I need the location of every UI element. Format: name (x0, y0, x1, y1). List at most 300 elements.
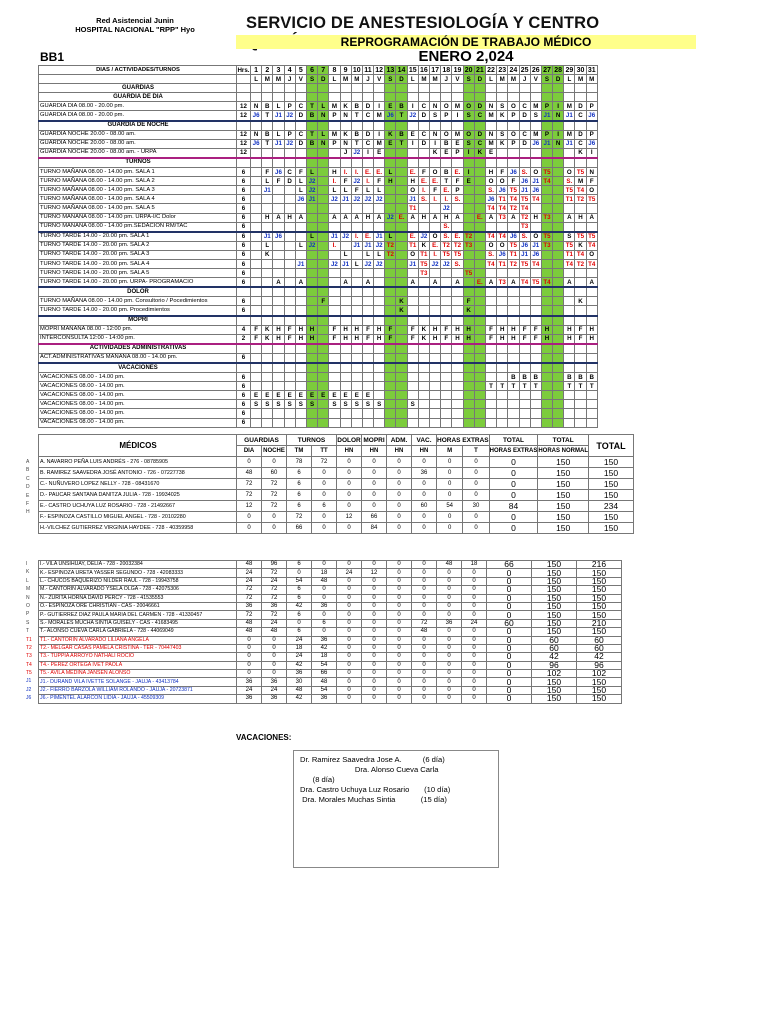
schedule-cell (351, 269, 362, 278)
total-hours: 42 (577, 653, 622, 661)
schedule-cell (463, 250, 474, 259)
doctor-row (39, 644, 622, 652)
schedule-cell: O (430, 232, 441, 242)
grid-cell (273, 316, 284, 326)
hours-value: 18 (462, 561, 487, 569)
schedule-cell (262, 418, 273, 427)
schedule-cell: M (485, 139, 496, 148)
total-normal: 96 (532, 661, 577, 669)
activity-row (39, 195, 598, 204)
grid-cell (251, 84, 262, 93)
activity-hours: 6 (237, 241, 251, 250)
schedule-cell (396, 353, 407, 363)
schedule-cell: T3 (543, 242, 551, 250)
schedule-cell: F (273, 177, 284, 186)
schedule-cell: H (273, 325, 284, 334)
grid-cell (575, 287, 586, 297)
schedule-cell: A (273, 278, 284, 288)
grid-cell (564, 344, 575, 354)
hours-value: 54 (287, 577, 312, 585)
hours-value: 0 (387, 619, 412, 627)
schedule-cell: T (485, 382, 496, 391)
hours-value: 30 (463, 501, 489, 512)
schedule-cell: J1 (306, 195, 317, 204)
grid-cell (295, 121, 306, 131)
schedule-cell (374, 204, 385, 213)
schedule-cell: T4 (532, 260, 540, 268)
schedule-cell: F (407, 325, 418, 334)
schedule-cell (474, 325, 485, 334)
day-number: 22 (487, 66, 495, 74)
schedule-cell (474, 373, 485, 382)
schedule-cell: T4 (520, 204, 529, 212)
activity-row (39, 269, 598, 278)
grid-cell (306, 121, 317, 131)
row-letter: J6 (26, 695, 32, 702)
schedule-cell (553, 306, 564, 316)
schedule-cell: H (586, 334, 597, 344)
schedule-cell: T4 (576, 251, 585, 259)
schedule-cell: K (396, 306, 407, 316)
schedule-cell (586, 269, 597, 278)
hours-value: 0 (337, 577, 362, 585)
activity-label: TURNO MAÑANA 08.00 - 14.00 pm.SEDACION RM/TAC (39, 222, 237, 232)
schedule-cell: T5 (565, 186, 573, 194)
schedule-cell: B (441, 168, 452, 177)
schedule-cell: A (329, 213, 340, 222)
group-header: VAC. (412, 435, 437, 446)
schedule-cell (586, 297, 597, 306)
schedule-cell (351, 306, 362, 316)
schedule-cell: J1 (564, 139, 575, 148)
schedule-cell (273, 269, 284, 278)
total-normal: 150 (532, 619, 577, 627)
schedule-cell (318, 177, 329, 186)
schedule-cell (262, 148, 273, 158)
grid-cell (586, 84, 597, 93)
schedule-cell (306, 353, 317, 363)
activity-hours: 6 (237, 382, 251, 391)
schedule-cell (407, 382, 418, 391)
grid-cell (541, 316, 552, 326)
hours-value: 0 (262, 661, 287, 669)
schedule-cell (575, 400, 586, 409)
schedule-cell (284, 269, 295, 278)
grid-cell (441, 316, 452, 326)
schedule-cell (497, 269, 508, 278)
schedule-cell: S. (564, 177, 575, 186)
schedule-cell (564, 391, 575, 400)
schedule-cell: C (474, 139, 485, 148)
schedule-cell (564, 269, 575, 278)
grid-cell (519, 158, 530, 168)
schedule-cell: E (374, 148, 385, 158)
hours-value: 0 (387, 501, 412, 512)
hours-value: 0 (312, 611, 337, 619)
grid-cell (474, 363, 485, 373)
schedule-cell: S. (519, 232, 530, 242)
schedule-cell: K (340, 130, 351, 139)
hours-value: 0 (387, 577, 412, 585)
schedule-cell: T5 (576, 168, 585, 176)
hours-value: 48 (237, 468, 262, 479)
schedule-cell (306, 259, 317, 268)
schedule-cell: J6 (508, 168, 519, 177)
schedule-cell: D (362, 130, 373, 139)
schedule-cell: J6 (530, 250, 541, 259)
schedule-cell (284, 222, 295, 232)
schedule-cell (474, 232, 485, 242)
doctor-name: T5.- AVILA MEDINA JANSEN ALONSO (39, 670, 237, 678)
grid-cell (351, 363, 362, 373)
total-hours: 150 (577, 686, 622, 694)
schedule-cell: A (340, 278, 351, 288)
schedule-cell: J1 (541, 139, 552, 148)
schedule-cell: T (530, 382, 541, 391)
grid-cell (541, 84, 552, 93)
activity-label: VACACIONES 08.00 - 14.00 pm. (39, 373, 237, 382)
activity-hours: 6 (237, 177, 251, 186)
grid-cell (306, 316, 317, 326)
hours-value: 0 (462, 577, 487, 585)
weekday-letter: V (530, 75, 541, 84)
schedule-cell (485, 269, 496, 278)
schedule-cell (441, 353, 452, 363)
grid-cell (396, 93, 407, 102)
schedule-cell (362, 353, 373, 363)
total-extra: 0 (487, 661, 532, 669)
grid-cell (564, 363, 575, 373)
schedule-cell: J2 (306, 241, 317, 250)
weekday-letter: J (441, 75, 452, 84)
schedule-cell: O (497, 177, 508, 186)
schedule-cell: D (474, 102, 485, 111)
schedule-cell: O (407, 250, 418, 259)
schedule-cell (273, 373, 284, 382)
schedule-cell (508, 148, 519, 158)
grid-cell (541, 287, 552, 297)
activity-row (39, 409, 598, 418)
schedule-cell: T1 (565, 195, 573, 203)
grid-cell (441, 93, 452, 102)
schedule-cell: B (262, 102, 273, 111)
schedule-cell: M (530, 102, 541, 111)
hours-value: 0 (362, 644, 387, 652)
grid-cell (497, 93, 508, 102)
sub-header: HN (387, 446, 412, 457)
hours-value: 18 (312, 569, 337, 577)
grid-cell (273, 84, 284, 93)
schedule-cell: F (329, 325, 340, 334)
hours-value: 6 (287, 501, 312, 512)
doctor-name: A. NAVARRO PEÑA LUIS ANDRÉS - 276 - 08785905 (39, 457, 237, 468)
total-extra: 0 (487, 636, 532, 644)
schedule-cell: K (340, 102, 351, 111)
schedule-cell (374, 297, 385, 306)
month-label: ENERO 2,024 (418, 48, 514, 65)
hours-value: 0 (462, 569, 487, 577)
activity-label: TURNO TARDE 14.00 - 20.00 pm. SALA 2 (39, 241, 237, 250)
grid-cell (262, 93, 273, 102)
schedule-cell (452, 373, 463, 382)
schedule-cell (441, 278, 452, 288)
schedule-cell (452, 400, 463, 409)
schedule-cell: B (564, 373, 575, 382)
grid-cell (485, 84, 496, 93)
schedule-cell (340, 222, 351, 232)
hours-value: 36 (262, 678, 287, 686)
summary-table-1 (38, 434, 634, 534)
schedule-cell: P (541, 102, 552, 111)
schedule-cell (318, 382, 329, 391)
grid-cell (284, 158, 295, 168)
org-header (60, 16, 210, 34)
schedule-cell: C (474, 111, 485, 121)
schedule-cell (497, 306, 508, 316)
hours-value: 0 (362, 577, 387, 585)
schedule-cell (407, 306, 418, 316)
grid-cell (262, 121, 273, 131)
schedule-cell: T4 (487, 260, 495, 268)
section-row (39, 158, 598, 168)
schedule-cell (385, 195, 396, 204)
schedule-cell (586, 353, 597, 363)
row-letter: A (26, 459, 30, 465)
grid-cell (262, 84, 273, 93)
activity-row (39, 400, 598, 409)
schedule-cell: T1 (409, 242, 417, 250)
schedule-cell (418, 306, 429, 316)
schedule-cell: E (407, 130, 418, 139)
schedule-cell: C (519, 102, 530, 111)
doctor-row (39, 490, 634, 501)
schedule-cell: E (485, 148, 496, 158)
hours-value: 0 (412, 569, 437, 577)
grid-cell (575, 316, 586, 326)
hours-value: 0 (237, 523, 262, 534)
schedule-cell (251, 195, 262, 204)
hours-value: 54 (312, 686, 337, 694)
total-extra: 0 (489, 457, 538, 468)
schedule-cell: S. (452, 259, 463, 268)
grid-cell (262, 158, 273, 168)
schedule-cell: H (374, 334, 385, 344)
schedule-cell (575, 269, 586, 278)
activity-hours: 6 (237, 278, 251, 288)
schedule-cell: B (351, 130, 362, 139)
activity-hours: 6 (237, 353, 251, 363)
schedule-cell: F (575, 334, 586, 344)
schedule-cell (463, 195, 474, 204)
schedule-cell: A (295, 278, 306, 288)
grid-cell (396, 363, 407, 373)
schedule-cell (553, 391, 564, 400)
hours-value: 72 (312, 457, 337, 468)
schedule-cell: J1 (407, 195, 418, 204)
schedule-cell: N (553, 139, 564, 148)
schedule-cell (463, 186, 474, 195)
schedule-cell: J1 (295, 259, 306, 268)
grid-cell (351, 316, 362, 326)
schedule-cell (251, 177, 262, 186)
schedule-cell (396, 269, 407, 278)
schedule-cell: J6 (497, 250, 508, 259)
day-number: 28 (554, 66, 563, 74)
schedule-cell: A (508, 278, 519, 288)
group-header: ADM. (387, 435, 412, 446)
schedule-cell: H (351, 334, 362, 344)
schedule-cell: L (362, 186, 373, 195)
schedule-cell: J2 (284, 139, 295, 148)
schedule-cell (407, 418, 418, 427)
schedule-cell (519, 418, 530, 427)
activity-hours: 6 (237, 213, 251, 222)
grid-cell (251, 287, 262, 297)
grid-cell (340, 158, 351, 168)
summary-head-row (39, 435, 634, 446)
hours-value: 0 (437, 479, 463, 490)
grid-cell (251, 121, 262, 131)
grid-cell (374, 121, 385, 131)
schedule-cell: E (463, 177, 474, 186)
schedule-cell: A (452, 278, 463, 288)
grid-cell (519, 363, 530, 373)
doctor-row (39, 611, 622, 619)
schedule-cell (553, 409, 564, 418)
activity-label: GUARDIA DIA 08.00 - 20.00 pm. (39, 111, 237, 121)
schedule-cell: L (340, 186, 351, 195)
schedule-cell: M (575, 177, 586, 186)
hours-value: 48 (237, 561, 262, 569)
schedule-cell: H (497, 325, 508, 334)
hours-value: 0 (362, 561, 387, 569)
schedule-cell: B (262, 130, 273, 139)
weekday-letter: D (318, 75, 329, 84)
schedule-cell (273, 222, 284, 232)
activity-row (39, 306, 598, 316)
grid-cell (295, 84, 306, 93)
schedule-cell (385, 373, 396, 382)
schedule-cell (497, 418, 508, 427)
schedule-cell (497, 353, 508, 363)
schedule-cell: S (262, 400, 273, 409)
hours-value: 0 (387, 457, 412, 468)
schedule-cell: N (430, 130, 441, 139)
schedule-cell (396, 204, 407, 213)
schedule-cell: F (407, 334, 418, 344)
schedule-cell: J2 (351, 195, 362, 204)
activity-label: TURNO MAÑANA 08.00 - 14.00 pm. SALA 5 (39, 204, 237, 213)
hours-value: 0 (312, 490, 337, 501)
grid-cell (564, 84, 575, 93)
schedule-cell: J2 (374, 259, 385, 268)
medicos-label: MÉDICOS (39, 435, 237, 457)
hours-value: 78 (287, 457, 312, 468)
schedule-cell (564, 409, 575, 418)
schedule-cell: D (362, 102, 373, 111)
hours-value: 6 (287, 594, 312, 602)
hours-value: 72 (412, 619, 437, 627)
schedule-cell (329, 353, 340, 363)
page-title: SERVICIO DE ANESTESIOLOGÍA Y CENTRO (246, 14, 600, 32)
hours-value: 0 (337, 561, 362, 569)
schedule-cell: C (575, 111, 586, 121)
schedule-cell (474, 269, 485, 278)
schedule-cell (262, 373, 273, 382)
grid-blank (237, 363, 251, 373)
grid-cell (441, 121, 452, 131)
hours-value: 0 (237, 644, 262, 652)
schedule-cell: J6 (519, 177, 530, 186)
schedule-cell: F (251, 334, 262, 344)
schedule-cell: T3 (420, 269, 428, 277)
total-hours: 150 (589, 457, 634, 468)
schedule-cell (318, 373, 329, 382)
schedule-cell: K (575, 297, 586, 306)
grid-cell (441, 84, 452, 93)
doctor-name: B. RAMIREZ SAAVEDRA JOSÉ ANTONIO - 726 - 07227738 (39, 468, 237, 479)
schedule-cell (284, 382, 295, 391)
hours-value: 12 (362, 569, 387, 577)
schedule-cell: T4 (487, 233, 495, 241)
schedule-cell: J1 (519, 250, 530, 259)
doctor-name: J1.- DURAND VILA IVETTE SOLANGE - JAUJA - 43413784 (39, 678, 237, 686)
schedule-cell: J2 (351, 148, 362, 158)
vacations-title: VACACIONES: (236, 733, 292, 742)
grid-cell (374, 363, 385, 373)
schedule-cell: F (295, 168, 306, 177)
hours-value: 0 (337, 586, 362, 594)
grid-cell (284, 93, 295, 102)
hours-value: 0 (262, 636, 287, 644)
schedule-cell: D (284, 177, 295, 186)
row-letter: K (26, 569, 30, 576)
hours-value: 0 (337, 523, 362, 534)
schedule-cell (374, 306, 385, 316)
schedule-cell: C (284, 168, 295, 177)
grid-blank (237, 84, 251, 93)
doctor-name: T3.- TUPPIA ARROYO NATHALI ROCIO (39, 653, 237, 661)
schedule-cell: A (430, 213, 441, 222)
schedule-cell (463, 373, 474, 382)
schedule-cell: E (441, 148, 452, 158)
schedule-cell: T4 (509, 195, 518, 203)
hours-value: 0 (262, 457, 287, 468)
schedule-cell (396, 241, 407, 250)
weekday-letter: L (485, 75, 496, 84)
vacation-line: Dr. Ramirez Saavedra Jose A. (6 día) (300, 755, 445, 764)
schedule-cell: F (318, 297, 329, 306)
doctor-row (39, 569, 622, 577)
schedule-cell (485, 391, 496, 400)
schedule-cell (396, 177, 407, 186)
hours-value: 0 (312, 479, 337, 490)
schedule-cell (318, 195, 329, 204)
hours-value: 60 (262, 468, 287, 479)
schedule-cell: S. (519, 168, 530, 177)
schedule-cell (418, 204, 429, 213)
activity-row (39, 334, 598, 344)
grid-cell (262, 363, 273, 373)
grid-cell (396, 344, 407, 354)
row-letter: P (26, 611, 30, 618)
grid-cell (485, 344, 496, 354)
schedule-cell (485, 400, 496, 409)
grid-cell (441, 363, 452, 373)
schedule-cell: T1 (498, 195, 506, 203)
total-hours: 150 (589, 468, 634, 479)
schedule-cell: S (463, 139, 474, 148)
